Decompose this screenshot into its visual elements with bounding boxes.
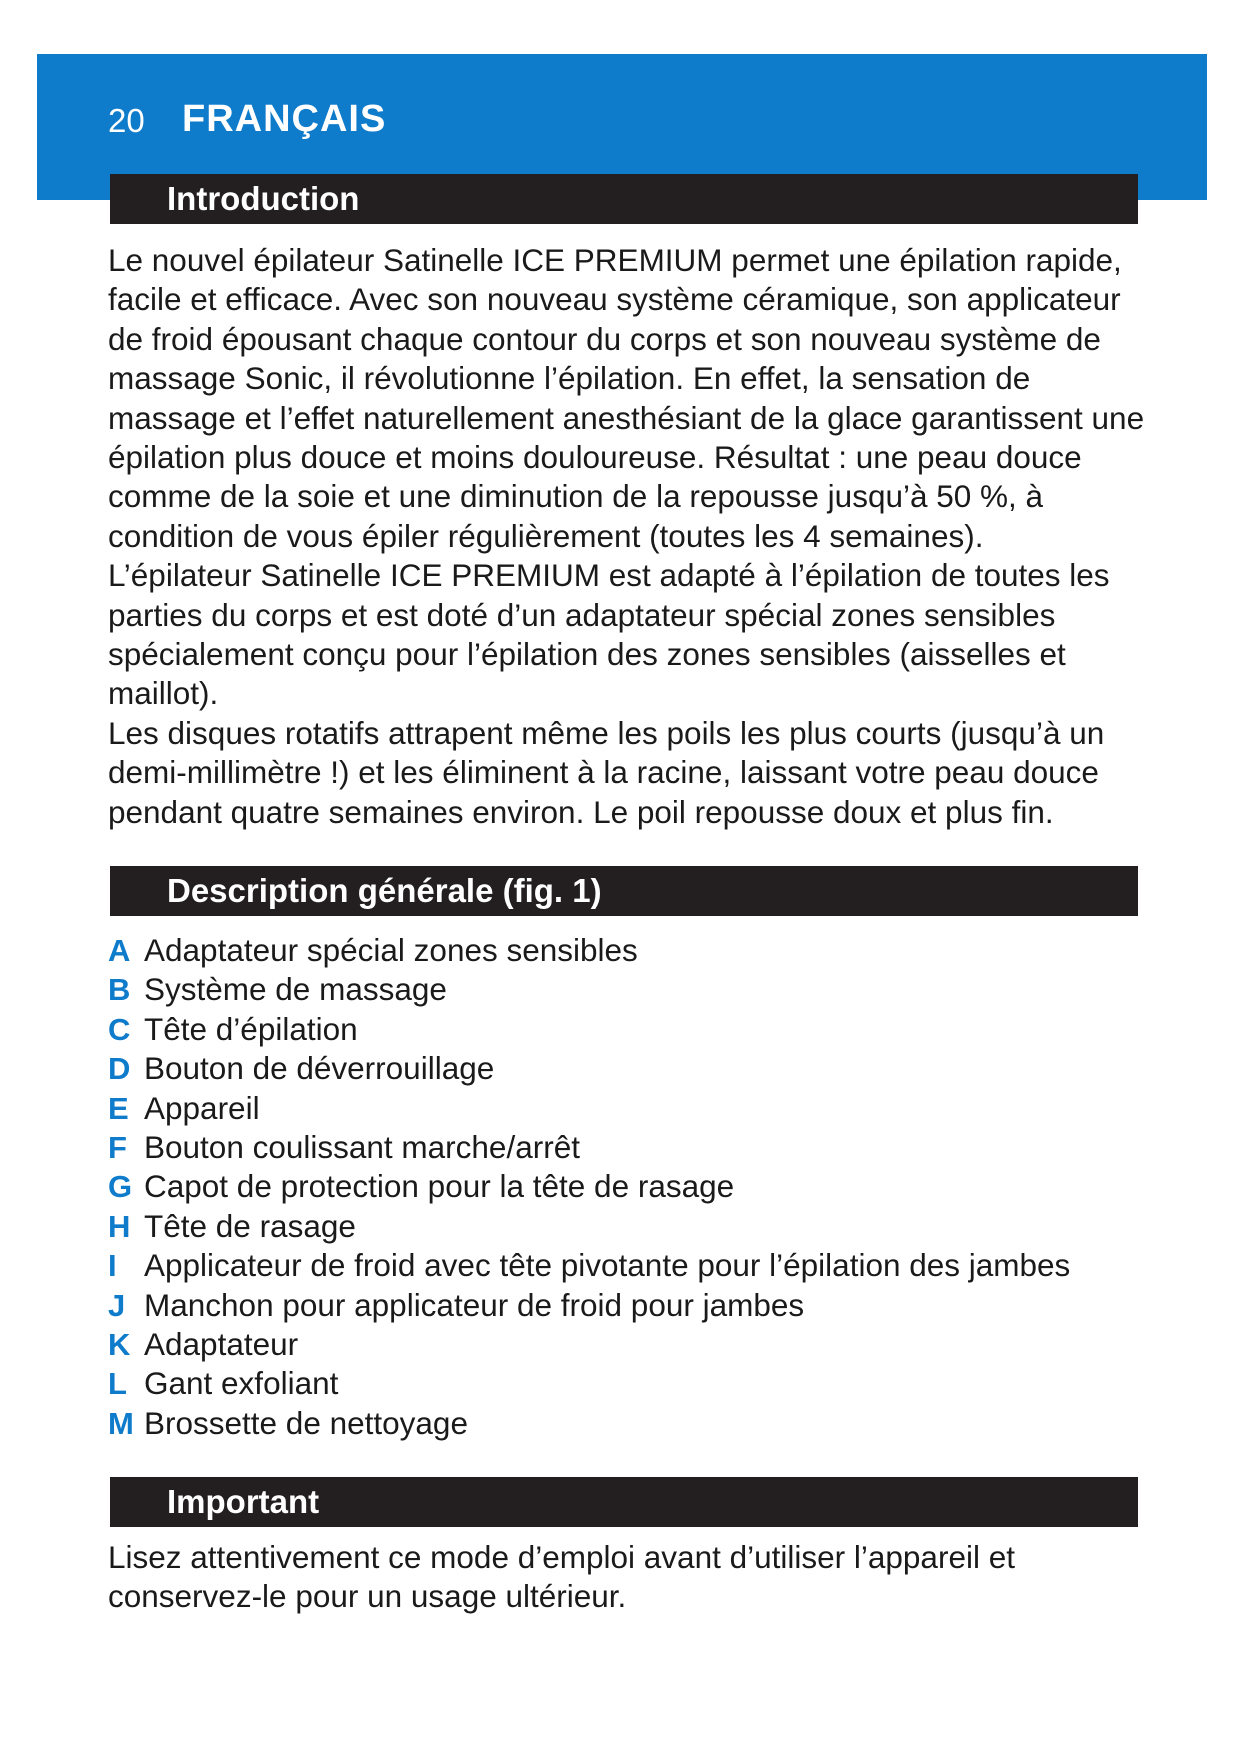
paragraph: Les disques rotatifs attrapent même les poils les plus courts (jusqu’à un demi-millimètre !) et les éliminent à la racine, laissant votre peau douce pendant quatre semaines environ. Le poil repousse doux et plus fin. bbox=[108, 714, 1105, 830]
item-label: Adaptateur spécial zones sensibles bbox=[144, 932, 638, 968]
item-label: Tête d’épilation bbox=[144, 1010, 358, 1047]
section-title: Description générale (fig. 1) bbox=[167, 872, 602, 909]
item-letter: H bbox=[108, 1208, 131, 1244]
item-label: Gant exfoliant bbox=[144, 1365, 339, 1402]
item-label: Capot de protection pour la tête de rasage bbox=[144, 1168, 735, 1205]
page-number: 20 bbox=[108, 102, 145, 139]
section-heading-introduction bbox=[110, 174, 1138, 224]
list-item bbox=[108, 931, 1070, 970]
item-label: Appareil bbox=[144, 1089, 260, 1126]
item-letter: C bbox=[108, 1011, 131, 1047]
item-letter: D bbox=[108, 1051, 131, 1087]
item-label: Tête de rasage bbox=[144, 1207, 356, 1244]
item-letter: A bbox=[108, 933, 131, 968]
item-letter: K bbox=[108, 1326, 131, 1362]
section-title: Introduction bbox=[167, 180, 360, 217]
section-title: Important bbox=[167, 1483, 320, 1520]
important-text bbox=[108, 1538, 1148, 1617]
paragraph: Le nouvel épilateur Satinelle ICE PREMIUM permet une épilation rapide, facile et efficace. Avec son nouveau système céramique, son applicateur de froid épousant chaque contour du corps et son nouveau système de massage Sonic, il révolutionne l’épilation. En effet, la sensation de massage et l’effet naturellement anesthésiant de la glace garantissent une épilation plus douce et moins douloureuse. Résultat : une peau douce comme de la soie et une diminution de la repousse jusqu’à 50 %, à condition de vous épiler régulièrement (toutes les 4 semaines). bbox=[108, 242, 1145, 554]
list-item bbox=[108, 1246, 1070, 1285]
list-item bbox=[108, 1286, 1070, 1325]
item-label: Système de massage bbox=[144, 971, 447, 1008]
list-item bbox=[108, 1207, 1070, 1246]
introduction-text bbox=[108, 241, 1148, 832]
paragraph: L’épilateur Satinelle ICE PREMIUM est adapté à l’épilation de toutes les parties du corps et est doté d’un adaptateur spécial zones sensibles spécialement conçu pour l’épilation des zones sensibles (aisselles et maillot). bbox=[108, 557, 1110, 712]
item-letter: M bbox=[108, 1405, 134, 1441]
section-heading-description bbox=[110, 866, 1138, 916]
item-label: Adaptateur bbox=[144, 1325, 299, 1362]
parts-list bbox=[108, 931, 1070, 1443]
list-item bbox=[108, 1089, 1070, 1128]
item-label: Bouton coulissant marche/arrêt bbox=[144, 1128, 580, 1165]
list-item bbox=[108, 1364, 1070, 1403]
list-item bbox=[108, 970, 1070, 1009]
section-heading-important bbox=[110, 1477, 1138, 1527]
item-label: Applicateur de froid avec tête pivotante pour l’épilation des jambes bbox=[144, 1247, 1071, 1284]
item-letter: G bbox=[108, 1169, 133, 1205]
item-letter: B bbox=[108, 972, 131, 1008]
list-item bbox=[108, 1010, 1070, 1049]
item-letter: J bbox=[108, 1287, 126, 1323]
item-letter: E bbox=[108, 1090, 129, 1126]
paragraph: Lisez attentivement ce mode d’emploi avant d’utiliser l’appareil et conservez-le pour un usage ultérieur. bbox=[108, 1539, 1015, 1615]
list-item bbox=[108, 1167, 1070, 1206]
item-letter: L bbox=[108, 1366, 127, 1402]
item-label: Manchon pour applicateur de froid pour jambes bbox=[144, 1286, 805, 1323]
list-item bbox=[108, 1325, 1070, 1364]
list-item bbox=[108, 1404, 1070, 1443]
item-label: Brossette de nettoyage bbox=[144, 1404, 468, 1441]
list-item bbox=[108, 1128, 1070, 1167]
item-label: Bouton de déverrouillage bbox=[144, 1050, 495, 1087]
language-title: FRANÇAIS bbox=[182, 98, 387, 140]
item-letter: F bbox=[108, 1129, 127, 1165]
list-item bbox=[108, 1049, 1070, 1088]
item-letter: I bbox=[108, 1248, 117, 1284]
